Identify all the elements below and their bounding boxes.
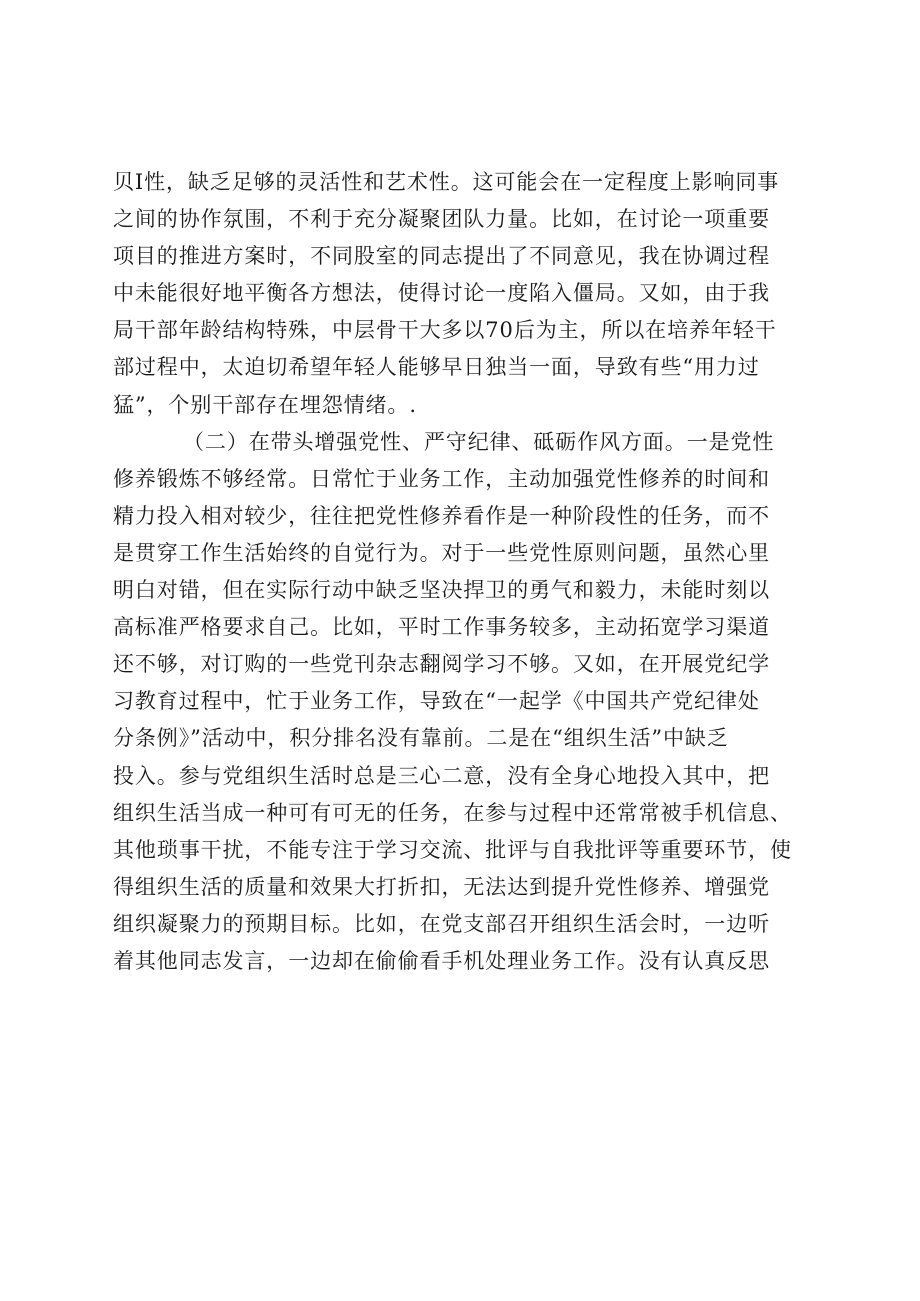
text-line: 贝I性，缺乏足够的灵活性和艺术性。这可能会在一定程度上影响同事 <box>113 170 780 194</box>
text-line: 习教育过程中，忙于业务工作，导致在“一起学《中国共产党纪律处 <box>113 689 760 714</box>
text-line: 着其他同志发言，一边却在偷偷看手机处理业务工作。没有认真反思 <box>113 948 770 973</box>
text-line: 其他琐事干扰，不能专注于学习交流、批评与自我批评等重要环节，使 <box>113 837 792 862</box>
text-line: 还不够，对订购的一些党刊杂志翻阅学习不够。又如，在开展党纪学 <box>113 652 770 677</box>
text-line: 得组织生活的质量和效果大打折扣，无法达到提升党性修养、增强党 <box>113 874 770 899</box>
text-line: 部过程中，太迫切希望年轻人能够早日独当一面，导致有些“用力过 <box>113 355 760 380</box>
text-line: 分条例》”活动中，积分排名没有靠前。二是在“组织生活”中缺乏 <box>113 726 729 751</box>
text-line: （二）在带头增强党性、严守纪律、砥砺作风方面。一是党性 <box>183 429 775 454</box>
text-line: 组织生活当成一种可有可无的任务，在参与过程中还常常被手机信息、 <box>113 800 792 825</box>
document-body <box>113 164 818 980</box>
text-line: 组织凝聚力的预期目标。比如，在党支部召开组织生活会时，一边听 <box>113 911 770 936</box>
text-line: 高标准严格要求自己。比如，平时工作事务较多，主动拓宽学习渠道 <box>113 615 770 640</box>
text-line: 猛”，个别干部存在埋怨情绪。. <box>113 392 417 417</box>
text-line: 项目的推进方案时，不同股室的同志提出了不同意见，我在协调过程 <box>113 244 770 269</box>
text-line: 局干部年龄结构特殊，中层骨干大多以70后为主，所以在培养年轻干 <box>113 318 777 343</box>
text-line: 投入。参与党组织生活时总是三心二意，没有全身心地投入其中，把 <box>113 763 770 788</box>
text-line: 明白对错，但在实际行动中缺乏坚决捍卫的勇气和毅力，未能时刻以 <box>113 578 770 603</box>
text-line: 之间的协作氛围，不利于充分凝聚团队力量。比如，在讨论一项重要 <box>113 207 770 232</box>
text-line: 中未能很好地平衡各方想法，使得讨论一度陷入僵局。又如，由于我 <box>113 281 770 306</box>
text-line: 精力投入相对较少，往往把党性修养看作是一种阶段性的任务，而不 <box>113 503 770 528</box>
text-line: 是贯穿工作生活始终的自觉行为。对于一些党性原则问题，虽然心里 <box>113 540 770 565</box>
text-line: 修养锻炼不够经常。日常忙于业务工作，主动加强党性修养的时间和 <box>113 466 770 491</box>
